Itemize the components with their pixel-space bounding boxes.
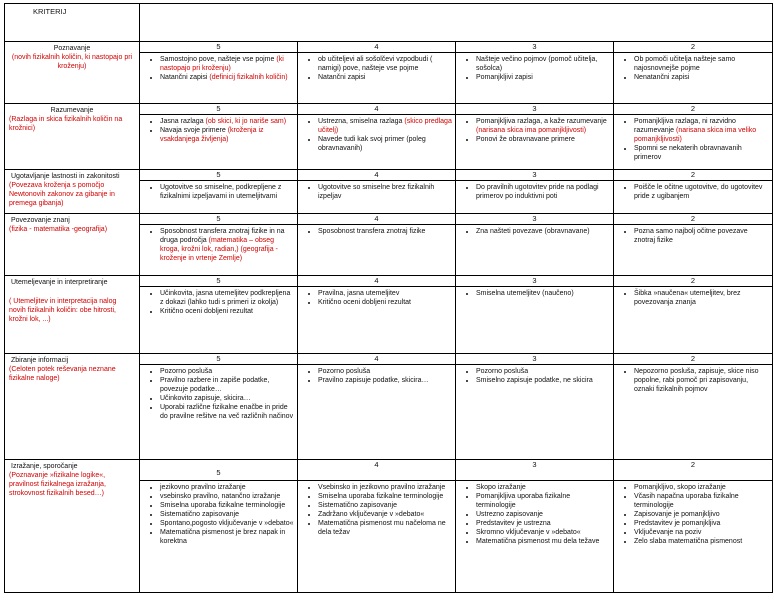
grade-cell-2 — [614, 354, 773, 460]
list-item: • Pravilna, jasna utemeljitev — [318, 289, 453, 298]
criterion-row-ugotavljanje — [5, 170, 773, 214]
list-item: • Smiselno zapisuje podatke, ne skicira — [476, 376, 611, 385]
list-item: • Skopo izražanje — [476, 483, 611, 492]
grade-cell-3 — [456, 104, 614, 170]
list-item: • Zapisovanje je pomanjkljivo — [634, 510, 770, 519]
list-item: • Vsebinsko in jezikovno pravilno izražanje — [318, 483, 453, 492]
grade-cell-4 — [298, 42, 456, 104]
criterion-name: Izražanje, sporočanje — [11, 463, 78, 470]
grade-cell-4 — [298, 354, 456, 460]
list-item: • Predstavitev je pomanjkljiva — [634, 519, 770, 528]
criterion-description: ( Utemeljitev in interpretacija nalog novih fizikalnih količin: obe hitrosti, krožni lok, ...) — [9, 298, 117, 323]
grade-label: 3 — [456, 170, 613, 181]
grade-cell-2 — [614, 104, 773, 170]
list-item: • Zelo slaba matematična pismenost — [634, 537, 770, 546]
grade-label: 3 — [456, 214, 613, 225]
criteria-header: KRITERIJ — [5, 4, 140, 42]
grade-label: 5 — [140, 276, 297, 287]
list-item: • Kritično oceni dobljeni rezultat — [318, 298, 453, 307]
grade-label: 5 — [140, 460, 297, 481]
list-item: • Pravilno zapisuje podatke, skicira… — [318, 376, 453, 385]
grade-label: 4 — [298, 460, 455, 481]
list-item: • Ponovi že obravnavane primere — [476, 135, 611, 144]
list-item: • vsebinsko pravilno, natančno izražanje — [160, 492, 295, 501]
list-item: • Sistematično zapisovanje — [318, 501, 453, 510]
list-item: • jezikovno pravilno izražanje — [160, 483, 295, 492]
grade-label: 4 — [298, 276, 455, 287]
grade-cell-2 — [614, 460, 773, 593]
header-empty-cell — [140, 4, 773, 42]
list-item: • Predstavitev je ustrezna — [476, 519, 611, 528]
list-item: • Pomanjkljiva uporaba fizikalne terminologije — [476, 492, 611, 510]
criterion-cell — [5, 354, 140, 460]
list-item: • Poišče le očitne ugotovitve, do ugotovitev pride z ugibanjem — [634, 183, 770, 201]
list-item: • Pozorno posluša — [160, 367, 295, 376]
list-item: • Smiselna uporaba fizikalne terminologije — [160, 501, 295, 510]
grade-cell-5 — [140, 104, 298, 170]
list-item: • Včasih napačna uporaba fizikalne terminologije — [634, 492, 770, 510]
criterion-row-poznavanje — [5, 42, 773, 104]
grade-label: 3 — [456, 460, 613, 481]
criterion-name: Razumevanje — [50, 107, 94, 114]
list-item: • Spontano,pogosto vključevanje v »debato« — [160, 519, 295, 528]
list-item: • Pozorno posluša — [476, 367, 611, 376]
criterion-description: (Celoten potek reševanja neznane fizikalne naloge) — [9, 366, 116, 382]
grade-cell-3 — [456, 460, 614, 593]
criterion-description: (Poznavanje »fizikalne logike«, pravilnost fizikalnega izražanja, strokovnost fizikalnih besed…) — [9, 472, 106, 497]
criterion-row-utemeljevanje — [5, 276, 773, 354]
grade-cell-5 — [140, 42, 298, 104]
list-item: • Šibka »naučena« utemeljitev, brez povezovanja znanja — [634, 289, 770, 307]
grade-label: 5 — [140, 104, 297, 115]
grade-cell-4 — [298, 214, 456, 276]
list-item: • Pomanjkljivo, skopo izražanje — [634, 483, 770, 492]
list-item: • Samostojno pove, našteje vse pojme (ki nastopajo pri kroženju) — [160, 55, 295, 73]
criterion-row-izrazanje — [5, 460, 773, 593]
criterion-row-razumevanje — [5, 104, 773, 170]
list-item: • Ob pomoči učitelja našteje samo najosnovnejše pojme — [634, 55, 770, 73]
grade-label: 2 — [614, 460, 772, 481]
list-item: • Učinkovita, jasna utemeljitev podkrepljena z dokazi (lahko tudi s primeri iz okolja) — [160, 289, 295, 307]
grade-cell-3 — [456, 354, 614, 460]
list-item: • Navede tudi kak svoj primer (poleg obravnavanih) — [318, 135, 453, 153]
list-item: • Sistematično zapisovanje — [160, 510, 295, 519]
list-item: • Ugotovitve so smiselne brez fizikalnih izpeljav — [318, 183, 453, 201]
list-item: • Kritično oceni dobljeni rezultat — [160, 307, 295, 316]
grade-label: 2 — [614, 104, 772, 115]
grade-cell-2 — [614, 214, 773, 276]
grade-label: 4 — [298, 170, 455, 181]
grade-cell-4 — [298, 170, 456, 214]
list-item: • Natančni zapisi — [318, 73, 453, 82]
grade-label: 2 — [614, 42, 772, 53]
criterion-cell — [5, 170, 140, 214]
grade-cell-5 — [140, 214, 298, 276]
list-item: • Zadržano vključevanje v »debato« — [318, 510, 453, 519]
grade-label: 4 — [298, 104, 455, 115]
list-item: • Ustrezna, smiselna razlaga (skico predlaga učitelj) — [318, 117, 453, 135]
grade-label: 4 — [298, 354, 455, 365]
grade-label: 5 — [140, 214, 297, 225]
grade-cell-2 — [614, 276, 773, 354]
grade-label: 3 — [456, 276, 613, 287]
grade-label: 4 — [298, 42, 455, 53]
grade-label: 2 — [614, 214, 772, 225]
list-item: • Matematična pismenost je brez napak in korektna — [160, 528, 295, 546]
header-row — [5, 4, 773, 42]
grade-cell-5 — [140, 354, 298, 460]
criterion-cell — [5, 104, 140, 170]
list-item: • Našteje večino pojmov (pomoč učitelja, sošolca) — [476, 55, 611, 73]
grade-cell-4 — [298, 276, 456, 354]
criterion-row-zbiranje — [5, 354, 773, 460]
grade-label: 5 — [140, 170, 297, 181]
criterion-description: (novih fizikalnih količin, ki nastopajo pri kroženju) — [11, 54, 133, 70]
grade-label: 2 — [614, 170, 772, 181]
list-item: • Pomanjkljiva razlaga, ni razvidno razumevanje (narisana skica ima veliko pomanjkljivosti) — [634, 117, 770, 144]
list-item: • Skromno vključevanje v »debato« — [476, 528, 611, 537]
grade-cell-3 — [456, 276, 614, 354]
list-item: • Smiselna utemeljitev (naučeno) — [476, 289, 611, 298]
criterion-description: (fizika - matematika -geografija) — [9, 226, 108, 233]
list-item: • Natančni zapisi (definicij fizikalnih količin) — [160, 73, 295, 82]
grade-cell-4 — [298, 104, 456, 170]
list-item: • Pomanjkljivi zapisi — [476, 73, 611, 82]
criterion-name: Poznavanje — [53, 45, 91, 52]
list-item: • Vključevanje na poziv — [634, 528, 770, 537]
grade-cell-2 — [614, 170, 773, 214]
grade-cell-2 — [614, 42, 773, 104]
list-item: • Matematična pismenost mu dela težave — [476, 537, 611, 546]
grade-label: 3 — [456, 104, 613, 115]
list-item: • Matematična pismenost mu načeloma ne dela težav — [318, 519, 453, 537]
grade-cell-5 — [140, 276, 298, 354]
list-item: • Navaja svoje primere (kroženja iz vsakdanjega življenja) — [160, 126, 295, 144]
list-item: • Pozorno posluša — [318, 367, 453, 376]
criterion-cell — [5, 460, 140, 593]
criterion-cell — [5, 42, 140, 104]
grade-label: 2 — [614, 354, 772, 365]
list-item: • Nenatančni zapisi — [634, 73, 770, 82]
list-item: • Smiselna uporaba fizikalne terminologije — [318, 492, 453, 501]
list-item: • Sposobnost transfera znotraj fizike — [318, 227, 453, 236]
assessment-rubric-table — [4, 3, 773, 593]
criterion-name: Povezovanje znanj — [11, 217, 70, 224]
criterion-cell — [5, 276, 140, 354]
list-item: • Do pravilnih ugotovitev pride na podlagi primerov po induktivni poti — [476, 183, 611, 201]
grade-label: 5 — [140, 42, 297, 53]
grade-label: 3 — [456, 354, 613, 365]
criterion-name: Zbiranje informacij — [11, 357, 69, 364]
grade-cell-5 — [140, 170, 298, 214]
list-item: • Spomni se nekaterih obravnavanih primerov — [634, 144, 770, 162]
grade-cell-3 — [456, 170, 614, 214]
list-item: • Ustrezno zapisovanje — [476, 510, 611, 519]
grade-cell-3 — [456, 42, 614, 104]
list-item: • Pravilno razbere in zapiše podatke, povezuje podatke… — [160, 376, 295, 394]
criterion-row-povezovanje — [5, 214, 773, 276]
grade-label: 3 — [456, 42, 613, 53]
criterion-cell — [5, 214, 140, 276]
grade-label: 4 — [298, 214, 455, 225]
grade-cell-3 — [456, 214, 614, 276]
grade-cell-4 — [298, 460, 456, 593]
list-item: • Pozna samo najbolj očitne povezave znotraj fizike — [634, 227, 770, 245]
list-item: • Nepozorno posluša, zapisuje, skice niso popolne, rabi pomoč pri zapisovanju, oznaki fizikalnih pojmov — [634, 367, 770, 394]
criterion-name: Ugotavljanje lastnosti in zakonitosti — [11, 173, 120, 180]
list-item: • Učinkovito zapisuje, skicira… — [160, 394, 295, 403]
list-item: • Jasna razlaga (ob skici, ki jo nariše sam) — [160, 117, 295, 126]
criterion-description: (Razlaga in skica fizikalnih količin na krožnici) — [9, 116, 123, 132]
grade-label: 5 — [140, 354, 297, 365]
list-item: • Pomanjkljiva razlaga, a kaže razumevanje (narisana skica ima pomanjkljivosti) — [476, 117, 611, 135]
criterion-description: (Povezava kroženja s pomočjo Newtonovih zakonov za gibanje in premega gibanja) — [9, 182, 115, 207]
list-item: • Zna našteti povezave (obravnavane) — [476, 227, 611, 236]
list-item: • ob učiteljevi ali sošolčevi vzpodbudi ( namigi) pove, našteje vse pojme — [318, 55, 453, 73]
grade-cell-5 — [140, 460, 298, 593]
list-item: • Uporabi različne fizikalne enačbe in pride do pravilne rešitve na več različnih načinov — [160, 403, 295, 421]
grade-label: 2 — [614, 276, 772, 287]
list-item: • Sposobnost transfera znotraj fizike in na druga področja (matematika – obseg kroga, krožni lok, radian,) (geografija -kroženje in vrtenje Zemlje) — [160, 227, 295, 263]
list-item: • Ugotovitve so smiselne, podkrepljene z fizikalnimi izpeljavami in utemeljitvami — [160, 183, 295, 201]
criterion-name: Utemeljevanje in interpretiranje — [11, 279, 108, 286]
